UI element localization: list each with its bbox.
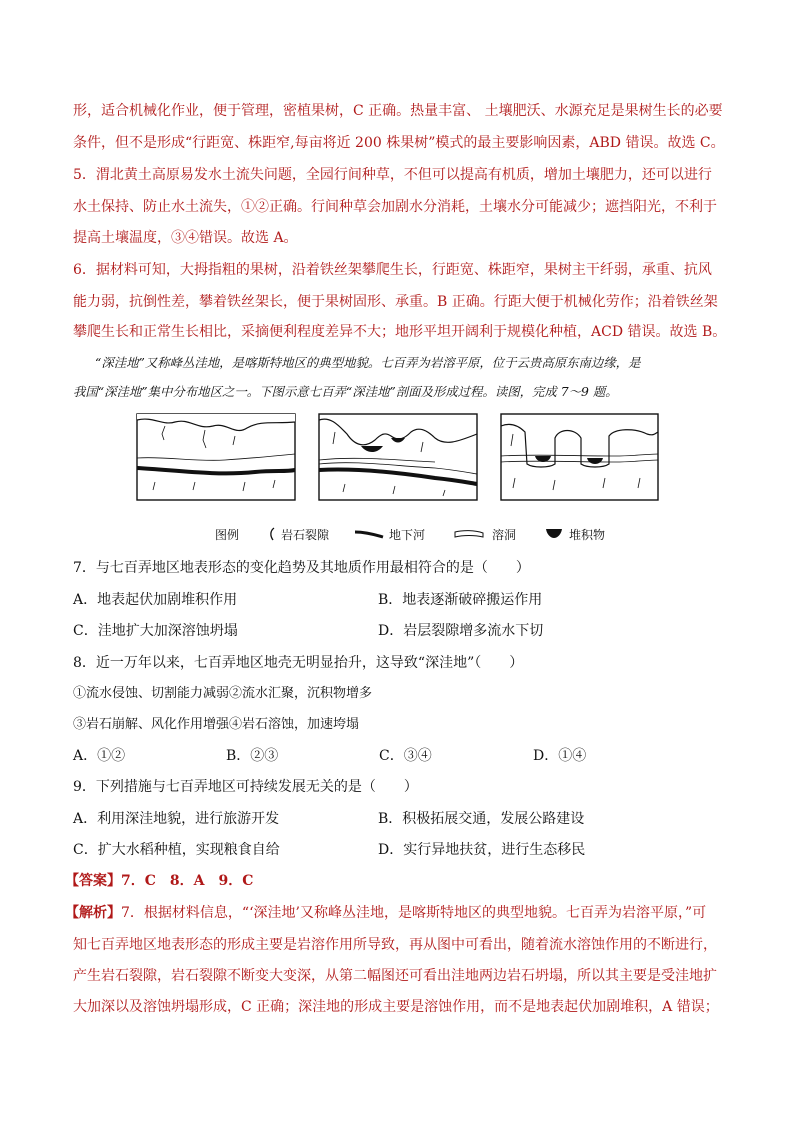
explanation-line: 形，适合机械化作业，便于管理，密植果树，C 正确。热量丰富、 土壤肥沃、水源充足是果树生长的必要 bbox=[73, 103, 723, 119]
section-panel-1 bbox=[137, 414, 295, 500]
analysis-text: 7．根据材料信息，“‘深洼地’又称峰丛洼地，是喀斯特地区的典型地貌。七百弄为岩溶平原，”可 bbox=[121, 905, 707, 921]
q9-option-c: C．扩大水稻种植，实现粮食自给 bbox=[73, 842, 280, 858]
question-9-stem: 9．下列措施与七百弄地区可持续发展无关的是（ ） bbox=[73, 779, 418, 795]
q7-option-b: B．地表逐渐破碎搬运作用 bbox=[378, 592, 543, 608]
answer-text: 7．C 8．A 9．C bbox=[121, 873, 254, 889]
figure-legend bbox=[215, 524, 635, 544]
analysis-label: 【解析】 bbox=[65, 905, 121, 921]
rock-crack-icon bbox=[267, 527, 277, 541]
q8-option-c: C．③④ bbox=[379, 748, 432, 764]
legend-title: 图例 bbox=[215, 528, 240, 542]
q8-option-b: B．②③ bbox=[226, 748, 279, 764]
legend-label: 地下河 bbox=[389, 528, 426, 542]
explanation-line: 能力弱，抗倒性差，攀着铁丝架长，便于果树固形、承重。B 正确。行距大便于机械化劳作；沿着铁丝架 bbox=[73, 294, 718, 310]
material-line: “深洼地”又称峰丛洼地，是喀斯特地区的典型地貌。七百弄为岩溶平原，位于云贵高原东南边缘，是 bbox=[95, 355, 641, 370]
q7-option-d: D．岩层裂隙增多流水下切 bbox=[378, 623, 544, 639]
cave-icon bbox=[453, 528, 485, 540]
q7-option-a: A．地表起伏加剧堆积作用 bbox=[73, 592, 238, 608]
analysis-line: 大加深以及溶蚀坍塌形成，C 正确；深洼地的形成主要是溶蚀作用，而不是地表起伏加剧堆积，A 错误； bbox=[73, 999, 719, 1015]
analysis-line: 知七百弄地区地表形态的形成主要是岩溶作用所导致，再从图中可看出，随着流水溶蚀作用的不断进行， bbox=[73, 937, 717, 953]
legend-label: 溶洞 bbox=[492, 528, 517, 542]
explanation-line: 攀爬生长和正常生长相比，采摘便利程度差异不大；地形平坦开阔利于规模化种植，ACD 错误。故选 B。 bbox=[73, 324, 727, 340]
q9-option-b: B．积极拓展交通，发展公路建设 bbox=[378, 811, 585, 827]
answer-line bbox=[65, 871, 253, 891]
karst-section-figure bbox=[135, 412, 660, 502]
q8-statements: ③岩石崩解、风化作用增强④岩石溶蚀，加速垮塌 bbox=[73, 717, 360, 732]
analysis-line: 产生岩石裂隙，岩石裂隙不断变大变深，从第二幅图还可看出洼地两边岩石坍塌，所以其主要是受洼地扩 bbox=[73, 968, 717, 984]
legend-label: 岩石裂隙 bbox=[281, 528, 330, 542]
explanation-line: 水土保持、防止水土流失，①②正确。行间种草会加剧水分消耗，土壤水分可能减少；遮挡阳光，不利于 bbox=[73, 199, 717, 215]
section-panel-3 bbox=[501, 414, 658, 500]
answer-label: 【答案】 bbox=[65, 873, 121, 889]
underground-river-icon bbox=[353, 528, 385, 540]
explanation-line: 5．渭北黄土高原易发水土流失问题，全园行间种草，不但可以提高有机质，增加土壤肥力，还可以进行 bbox=[73, 167, 712, 183]
q9-option-d: D．实行异地扶贫，进行生态移民 bbox=[378, 842, 586, 858]
q7-option-c: C．洼地扩大加深溶蚀坍塌 bbox=[73, 623, 238, 639]
explanation-line: 提高土壤温度，③④错误。故选 A。 bbox=[73, 230, 298, 246]
question-8-stem: 8．近一万年以来，七百弄地区地壳无明显抬升，这导致“深洼地”（ ） bbox=[73, 655, 524, 671]
question-7-stem: 7．与七百弄地区地表形态的变化趋势及其地质作用最相符合的是（ ） bbox=[73, 560, 530, 576]
analysis-line bbox=[65, 903, 706, 923]
material-line: 我国“深洼地”集中分布地区之一。下图示意七百弄“深洼地”剖面及形成过程。读图，完成 7～9 题。 bbox=[73, 384, 618, 399]
legend-label: 堆积物 bbox=[569, 528, 606, 542]
q8-statements: ①流水侵蚀、切割能力减弱②流水汇聚，沉积物增多 bbox=[73, 686, 373, 701]
q8-option-d: D．①④ bbox=[533, 748, 587, 764]
q9-option-a: A．利用深洼地貌，进行旅游开发 bbox=[73, 811, 280, 827]
section-panel-2 bbox=[319, 414, 477, 500]
explanation-line: 6．据材料可知，大拇指粗的果树，沿着铁丝架攀爬生长，行距宽、株距窄，果树主干纤弱，承重、抗风 bbox=[73, 262, 712, 278]
explanation-line: 条件，但不是形成“行距宽、株距窄,每亩将近 200 株果树”模式的最主要影响因素，ABD 错误。故选 C。 bbox=[73, 135, 725, 151]
q8-option-a: A．①② bbox=[73, 748, 126, 764]
sediment-icon bbox=[545, 527, 563, 539]
